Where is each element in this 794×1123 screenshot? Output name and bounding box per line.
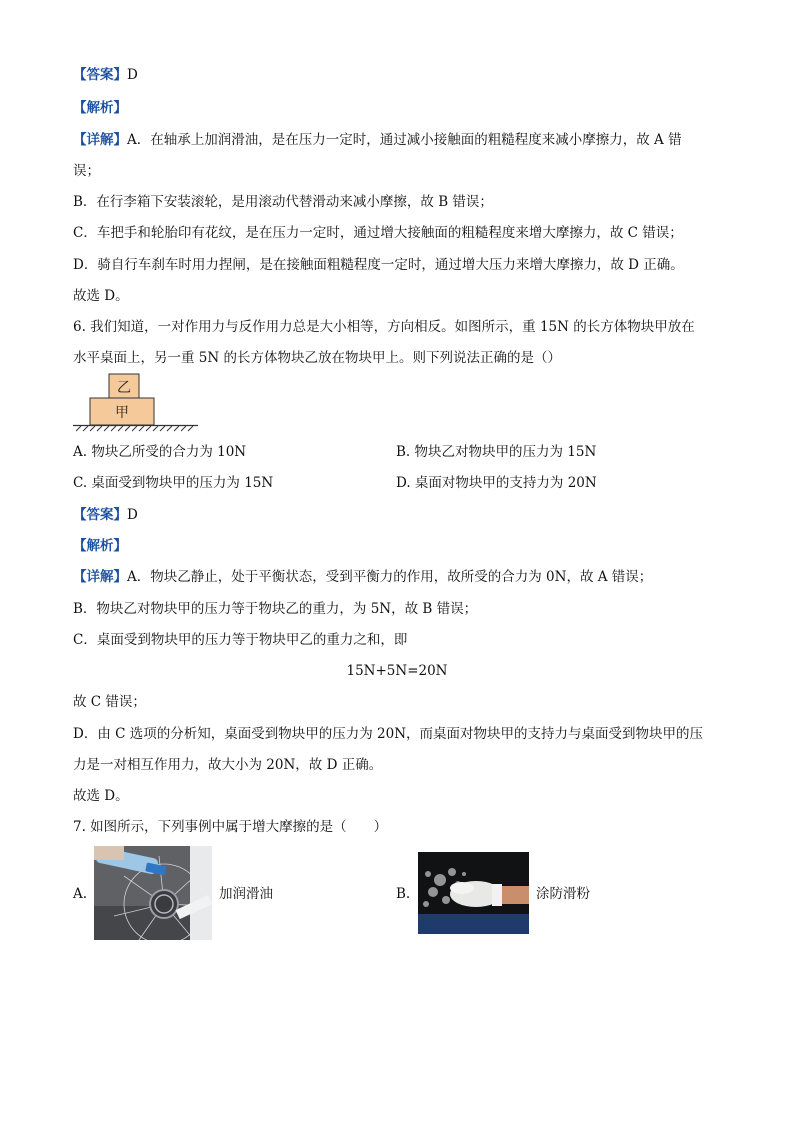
q7-stem: 7. 如图所示，下列事例中属于增大摩擦的是（ ） [73,819,388,835]
q6-analysis-tag [73,536,127,556]
q7-option-a-letter: A. [73,886,88,902]
q5-detail-line-5: D．骑自行车刹车时用力捏闸，是在接触面粗糙程度一定时，通过增大压力来增大摩擦力，故 D 正确。 [73,257,684,273]
q5-answer-line [73,65,138,85]
block-yi-label: 乙 [117,380,131,396]
detail-tag: 【详解】 [73,132,127,148]
answer-value: D [127,67,138,83]
q6-detail-line-2: B．物块乙对物块甲的压力等于物块乙的重力，为 5N，故 B 错误； [73,601,478,617]
bicycle-oiling-photo [94,846,212,940]
analysis-tag: 【解析】 [73,538,127,554]
chalk-hands-photo [418,852,529,934]
q6-detail-line-5: D．由 C 选项的分析知，桌面受到物块甲的压力为 20N，而桌面对物块甲的支持力与桌面受到物块甲的压 [73,726,704,742]
blocks-diagram [73,372,198,432]
answer-value: D [127,507,138,523]
q6-option-c: C. 桌面受到物块甲的压力为 15N [73,475,274,491]
q6-answer-line [73,505,138,525]
q6-equation: 15N+5N=20N [346,663,448,679]
q6-detail-line-1 [73,567,652,587]
q5-line1: A．在轴承上加润滑油，是在压力一定时，通过减小接触面的粗糙程度来减小摩擦力，故 A 错 [127,132,682,148]
q6-line1: A．物块乙静止，处于平衡状态，受到平衡力的作用，故所受的合力为 0N，故 A 错误； [127,569,653,585]
q6-detail-line-3: C．桌面受到物块甲的压力等于物块甲乙的重力之和，即 [73,632,408,648]
q5-detail-line-3: B．在行李箱下安装滚轮，是用滚动代替滑动来减小摩擦，故 B 错误； [73,194,493,210]
q5-detail-line-4: C．车把手和轮胎印有花纹，是在压力一定时，通过增大接触面的粗糙程度来增大摩擦力，故 C 错误； [73,225,683,241]
q6-option-a: A. 物块乙所受的合力为 10N [73,444,247,460]
q6-option-b: B. 物块乙对物块甲的压力为 15N [396,444,597,460]
q5-detail-line-1 [73,130,682,150]
q6-detail-line-6: 力是一对相互作用力，故大小为 20N，故 D 正确。 [73,757,383,773]
q5-analysis-tag [73,98,127,118]
answer-tag: 【答案】 [73,507,127,523]
q7-option-a-caption: 加润滑油 [219,886,273,902]
answer-tag: 【答案】 [73,67,127,83]
q7-option-b-letter: B. [396,886,411,902]
q6-option-d: D. 桌面对物块甲的支持力为 20N [396,475,597,491]
q6-stem-line-1: 6. 我们知道，一对作用力与反作用力总是大小相等，方向相反。如图所示，重 15N 的长方体物块甲放在 [73,319,695,335]
q7-option-b-caption: 涂防滑粉 [536,886,590,902]
table-hatching [76,426,193,431]
q5-detail-line-2: 误； [73,163,100,179]
q5-conclusion: 故选 D。 [73,288,129,304]
block-jia-label: 甲 [115,405,129,421]
q6-detail-line-4: 故 C 错误； [73,694,146,710]
detail-tag: 【详解】 [73,569,127,585]
analysis-tag: 【解析】 [73,100,127,116]
q6-stem-line-2: 水平桌面上，另一重 5N 的长方体物块乙放在物块甲上。则下列说法正确的是（） [73,350,561,366]
q6-conclusion: 故选 D。 [73,788,129,804]
